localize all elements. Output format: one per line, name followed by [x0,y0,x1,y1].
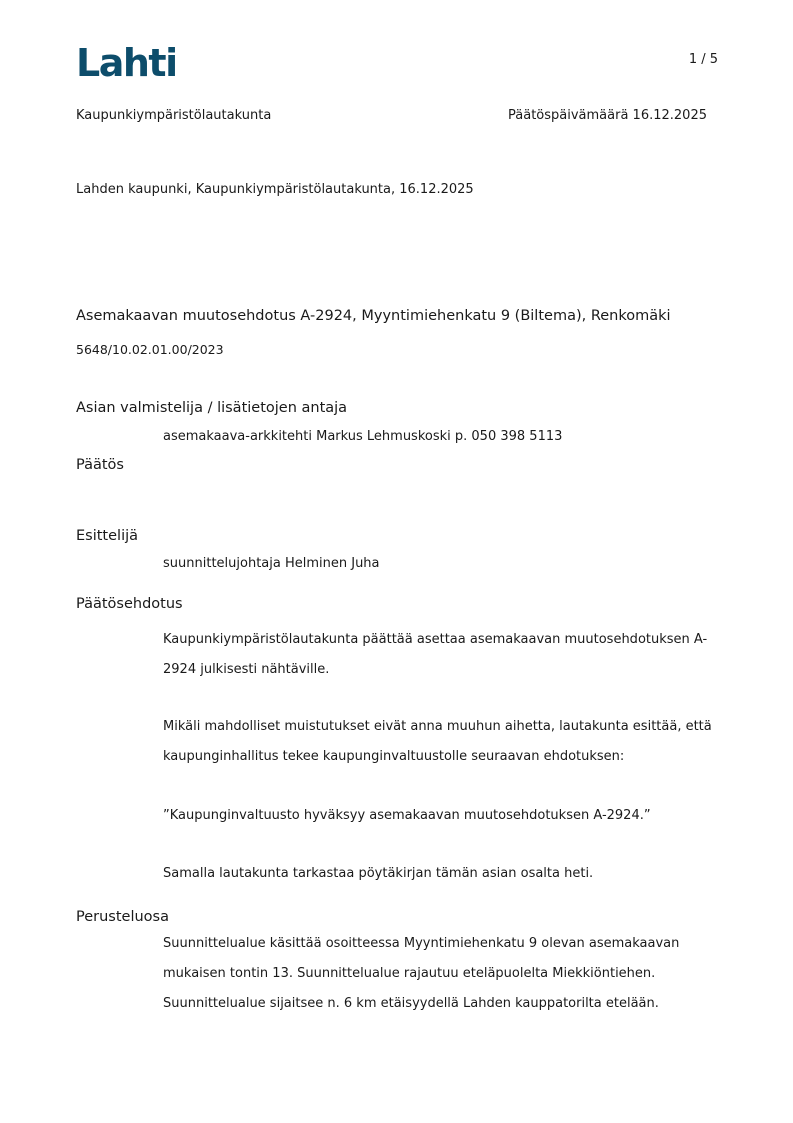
proposal-paragraph-3: ”Kaupunginvaltuusto hyväksyy asemakaavan muutosehdotuksen A-2924.” [163,808,651,823]
presenter-text: suunnittelujohtaja Helminen Juha [163,556,380,571]
board-name: Kaupunkiympäristölautakunta [76,108,272,123]
rationale-paragraph-1: Suunnittelualue käsittää osoitteessa Myyntimiehenkatu 9 olevan asemakaavan mukaisen tontin 13. Suunnittelualue rajautuu eteläpuolelta Miekkiöntiehen. Suunnittelualue sijaitsee n. 6 km etäisyydellä Lahden kauppatorilta etelään. [163,936,680,1011]
meeting-meta-line: Lahden kaupunki, Kaupunkiympäristölautakunta, 16.12.2025 [76,182,474,197]
presenter-heading: Esittelijä [76,528,139,544]
preparer-heading: Asian valmistelija / lisätietojen antaja [76,400,348,416]
proposal-paragraph-2: Mikäli mahdolliset muistutukset eivät anna muuhun aihetta, lautakunta esittää, että kaupunginhallitus tekee kaupunginvaltuustolle seuraavan ehdotuksen: [163,719,712,764]
document-title: Asemakaavan muutosehdotus A-2924, Myyntimiehenkatu 9 (Biltema), Renkomäki [76,308,671,324]
lahti-logo: Lahti [76,41,177,85]
preparer-text: asemakaava-arkkitehti Markus Lehmuskoski p. 050 398 5113 [163,429,563,444]
decision-heading: Päätös [76,457,124,473]
rationale-heading: Perusteluosa [76,909,169,925]
diary-number: 5648/10.02.01.00/2023 [76,342,224,357]
proposal-paragraph-4: Samalla lautakunta tarkastaa pöytäkirjan tämän asian osalta heti. [163,866,594,881]
proposal-paragraph-1: Kaupunkiympäristölautakunta päättää asettaa asemakaavan muutosehdotuksen A-2924 julkisesti nähtäville. [163,632,708,677]
decision-date: Päätöspäivämäärä 16.12.2025 [508,108,707,123]
proposal-heading: Päätösehdotus [76,596,183,612]
page-number: 1 / 5 [688,52,718,67]
